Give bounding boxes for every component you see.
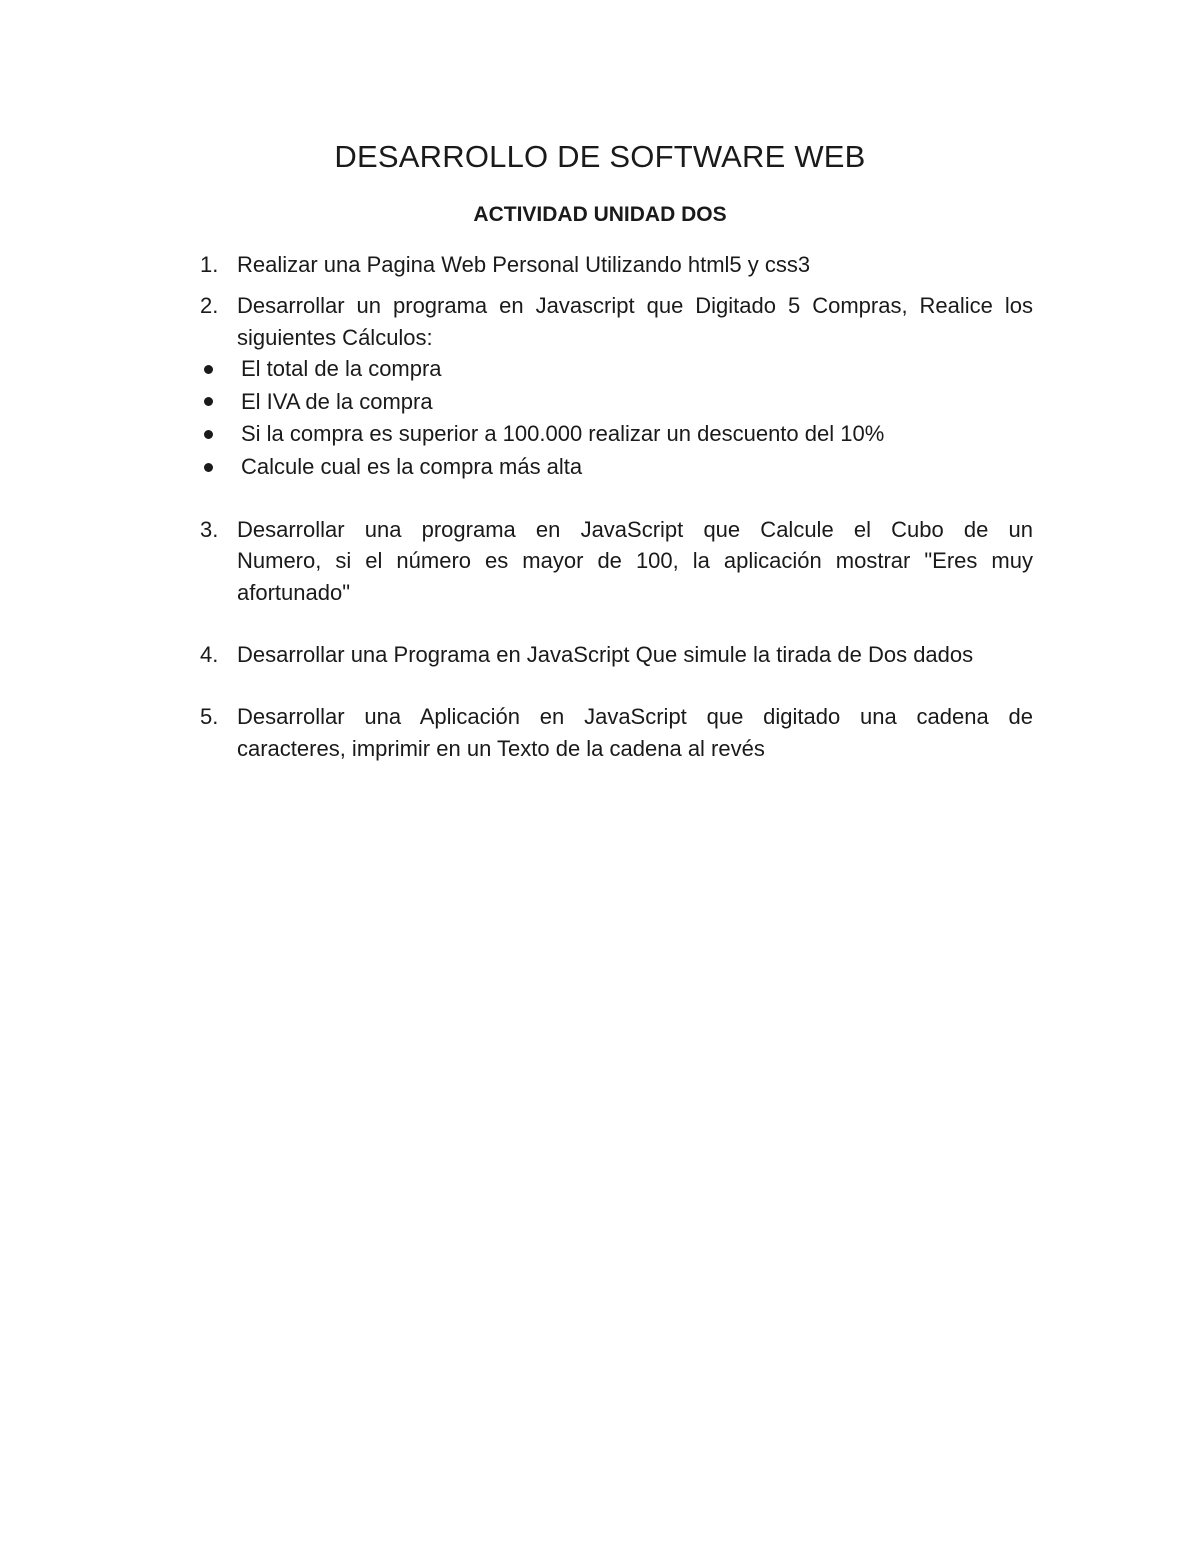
item-number: 5.: [200, 704, 219, 729]
item-text-line: caracteres, imprimir en un Texto de la cadena al revés: [237, 736, 765, 761]
item-number: 4.: [200, 642, 219, 667]
item-text-line: afortunado": [237, 580, 351, 605]
bullet-text: El IVA de la compra: [241, 389, 433, 414]
bullet-text: Si la compra es superior a 100.000 realizar un descuento del 10%: [241, 421, 885, 446]
item-number: 1.: [200, 252, 219, 277]
item-number: 2.: [200, 293, 219, 318]
item-text-line: Desarrollar una Aplicación en JavaScript que digitado una cadena de: [237, 704, 1033, 729]
item-text-line: Desarrollar una programa en JavaScript que Calcule el Cubo de un: [237, 517, 1033, 542]
item-text-line: Desarrollar una Programa en JavaScript Que simule la tirada de Dos dados: [237, 642, 974, 667]
item-text-line: siguientes Cálculos:: [237, 325, 433, 350]
item-number: 3.: [200, 517, 219, 542]
bullet-icon: [204, 463, 213, 472]
document-title: DESARROLLO DE SOFTWARE WEB: [334, 139, 866, 174]
bullet-icon: [204, 365, 213, 374]
item-text-line: Realizar una Pagina Web Personal Utilizando html5 y css3: [237, 252, 811, 277]
bullet-icon: [204, 397, 213, 406]
document-subtitle: ACTIVIDAD UNIDAD DOS: [473, 203, 727, 226]
bullet-text: El total de la compra: [241, 356, 442, 381]
item-text-line: Desarrollar un programa en Javascript que Digitado 5 Compras, Realice los: [237, 293, 1033, 318]
bullet-icon: [204, 430, 213, 439]
item-text-line: Numero, si el número es mayor de 100, la aplicación mostrar "Eres muy: [237, 548, 1033, 573]
bullet-text: Calcule cual es la compra más alta: [241, 454, 583, 479]
